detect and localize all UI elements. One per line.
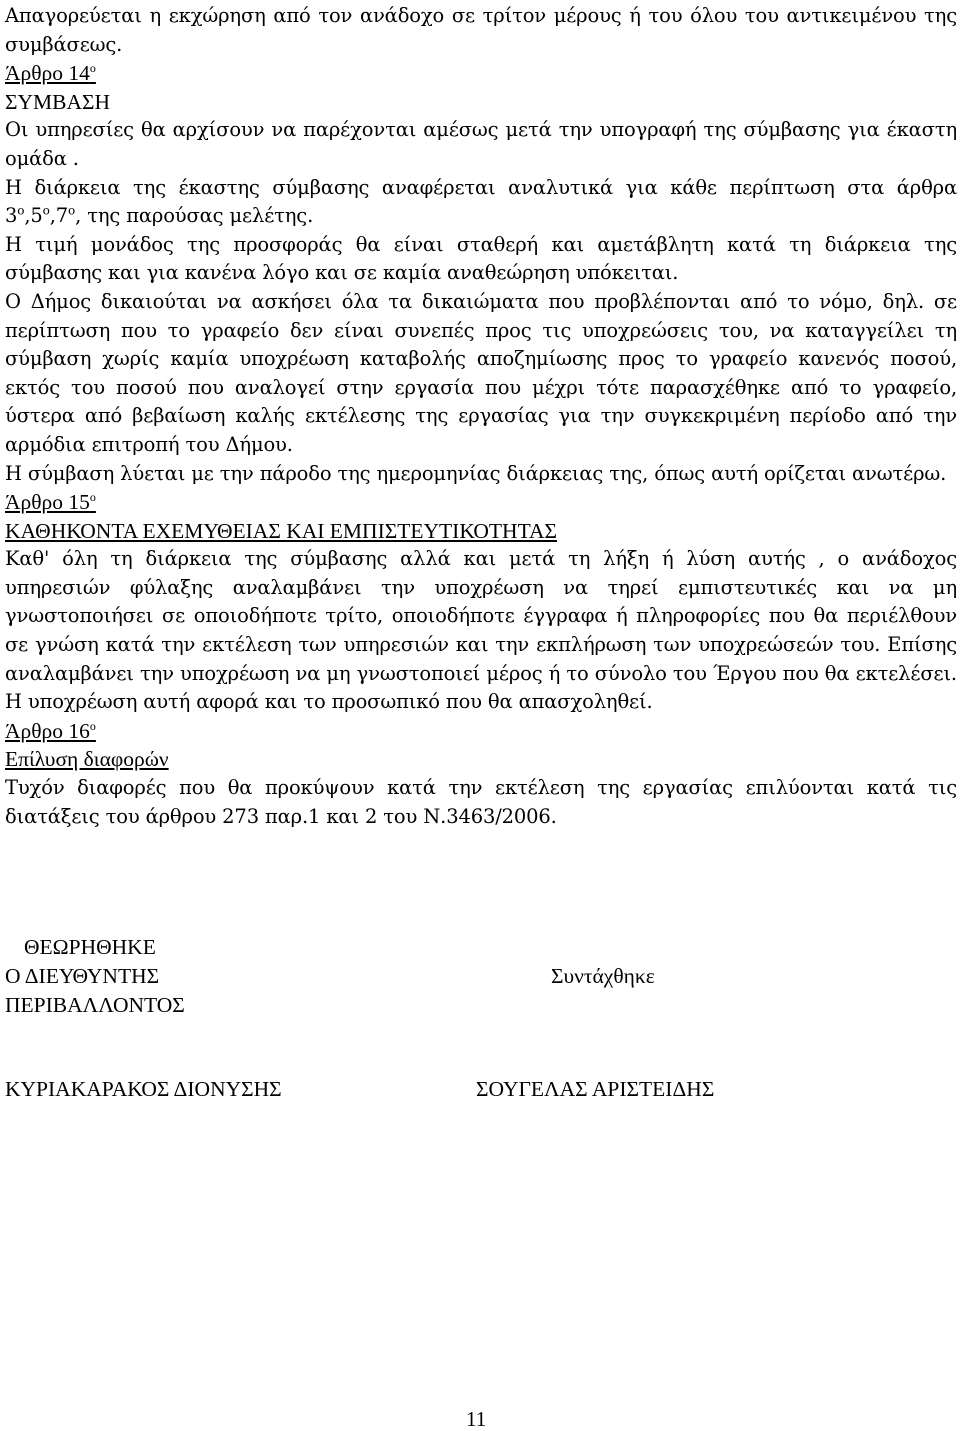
article-14-label: Άρθρο 14 [5,61,90,86]
article-15-paragraph-1: Καθ' όλη τη διάρκεια της σύμβασης αλλά και μετά τη λήξη ή λύση αυτής , ο ανάδοχος υπηρεσιών φύλαξης αναλαμβάνει την υποχρέωση να τηρεί εμπιστευτικές και να μη γνωστοποιήσει σε οποιοδήποτε τρίτο, οποιοδήποτε έγγραφα ή πληροφορίες που θα περιέλθουν σε γνώση κατά την εκτέλεση των υπηρεσιών και την εκπλήρωση των υποχρεώσεών του. Επίσης αναλαμβάνει την υποχρέωση να μη γνωστοποιεί μέρος ή το σύνολο του Έργου που θα εκτελέσει. Η υποχρέωση αυτή αφορά και το προσωπικό που θα απασχοληθεί. [5,547,957,714]
director-title-line-2: ΠΕΡΙΒΑΛΛΟΝΤΟΣ [5,993,185,1017]
article-14-heading [5,59,957,88]
article-16-paragraph-1: Τυχόν διαφορές που θα προκύψουν κατά την εκτέλεση της εργασίας επιλύονται κατά τις διατάξεις του άρθρου 273 παρ.1 και 2 του Ν.3463/2006. [5,776,957,828]
compiled-label: Συντάχθηκε [551,964,655,988]
article-14-paragraph-3: Η τιμή μονάδος της προσφοράς θα είναι σταθερή και αμετάβλητη κατά τη διάρκεια της σύμβασης και για κανένα λόγο και σε καμία αναθεώρηση υπόκειται. [5,232,957,285]
article-15-label: Άρθρο 15 [5,490,90,515]
article-ref: ,7 [49,204,69,228]
article-14-paragraph-2 [5,174,957,231]
director-name: ΚΥΡΙΑΚΑΡΑΚΟΣ ΔΙΟΝΥΣΗΣ [5,1077,282,1101]
article-14-paragraph-5: Η σύμβαση λύεται με την πάροδο της ημερομηνίας διάρκειας της, όπως αυτή ορίζεται ανωτέρω. [5,461,947,485]
document-body [5,2,957,831]
author-name: ΣΟΥΓΕΛΑΣ ΑΡΙΣΤΕΙΔΗΣ [476,1077,715,1101]
duration-text: Η διάρκεια της έκαστης σύμβασης αναφέρεται αναλυτικά για κάθε περίπτωση στα άρθρα 3 [5,175,957,228]
ordinal-indicator: ο [17,203,25,218]
article-16-title: Επίλυση διαφορών [5,747,169,772]
ordinal-indicator: ο [68,203,76,218]
assignment-paragraph: Απαγορεύεται η εκχώρηση από τον ανάδοχο σε τρίτον μέρους ή του όλου του αντικειμένου της συμβάσεως. [5,4,957,56]
page-number: 11 [466,1407,487,1431]
article-15-heading [5,488,957,517]
approved-label: ΘΕΩΡΗΘΗΚΕ [24,935,156,959]
article-14-title: ΣΥΜΒΑΣΗ [5,89,111,114]
ordinal-indicator: ο [89,61,96,76]
article-16-heading [5,717,957,746]
duration-text-end: , της παρούσας μελέτης. [75,204,314,228]
article-14-paragraph-1: Οι υπηρεσίες θα αρχίσουν να παρέχονται αμέσως μετά την υπογραφή της σύμβασης για έκαστη ομάδα . [5,118,957,170]
ordinal-indicator: ο [89,718,96,733]
article-16-label: Άρθρο 16 [5,718,90,743]
article-14-paragraph-4: Ο Δήμος δικαιούται να ασκήσει όλα τα δικαιώματα που προβλέπονται από το νόμο, δηλ. σε περίπτωση που το γραφείο δεν είναι συνεπές προς τις υποχρεώσεις του, να καταγγείλει τη σύμβαση χωρίς καμία υποχρέωση καταβολής αποζημίωσης προς το γραφείο κανενός ποσού, εκτός του ποσού που αναλογεί στην εργασία που μέχρι τότε παρασχέθηκε από το γραφείο, ύστερα από βεβαίωση καλής εκτέλεσης της εργασίας για την συγκεκριμένη περίοδο από την αρμόδια επιτροπή του Δήμου. [5,289,957,456]
article-15-title: ΚΑΘΗΚΟΝΤΑ ΕΧΕΜΥΘΕΙΑΣ ΚΑΙ ΕΜΠΙΣΤΕΥΤΙΚΟΤΗΤΑΣ [5,518,558,543]
director-title-line-1: Ο ΔΙΕΥΘΥΝΤΗΣ [5,964,160,988]
ordinal-indicator: ο [42,203,50,218]
article-ref: ,5 [24,204,43,228]
ordinal-indicator: ο [89,489,96,504]
